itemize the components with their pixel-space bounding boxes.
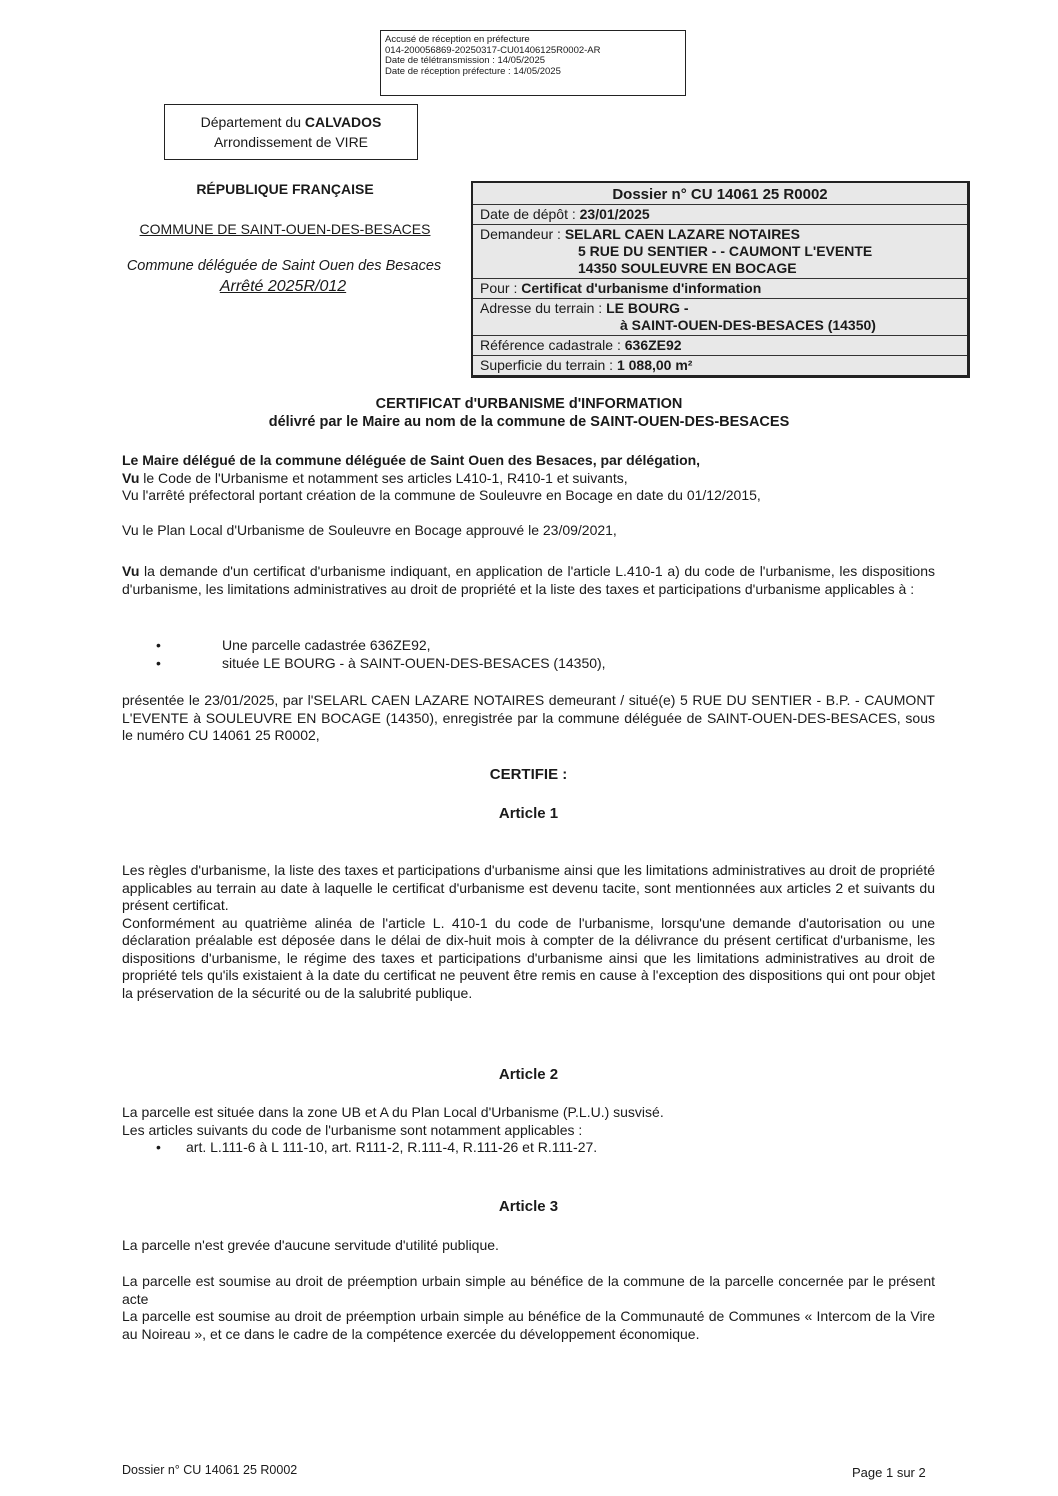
stamp-line-2: 014-200056869-20250317-CU01406125R0002-AR bbox=[385, 44, 601, 56]
date-depot-label: Date de dépôt : bbox=[480, 206, 580, 222]
reception-stamp bbox=[380, 30, 686, 96]
commune-heading: COMMUNE DE SAINT-OUEN-DES-BESACES bbox=[139, 221, 431, 237]
commune-deleguee: Commune déléguée de Saint Ouen des Besaces bbox=[126, 258, 442, 274]
vu-demande-para bbox=[122, 563, 935, 598]
arrondissement-line: Arrondissement de VIRE bbox=[213, 134, 369, 150]
pour-label: Pour : bbox=[480, 280, 522, 296]
adresse-label: Adresse du terrain : bbox=[480, 300, 607, 316]
adresse-row bbox=[473, 298, 967, 335]
article-3-title: Article 3 bbox=[498, 1198, 559, 1215]
bullet-text: située LE BOURG - à SAINT-OUEN-DES-BESACES (14350), bbox=[222, 654, 606, 671]
vu-demande-text: la demande d'un certificat d'urbanisme indiquant, en application de l'article L.410-1 a) du code de l'urbanisme, les dispositions d'urbanisme, les limitations administratives au droit de propriété et la liste des taxes et participations d'urbanisme applicables à : bbox=[122, 563, 935, 597]
vu-plu-line: Vu le Plan Local d'Urbanisme de Souleuvre en Bocage approuvé le 23/09/2021, bbox=[122, 522, 617, 538]
certificate-subtitle: délivré par le Maire au nom de la commune de SAINT-OUEN-DES-BESACES bbox=[268, 414, 790, 430]
list-item bbox=[122, 655, 935, 673]
demandeur-name: SELARL CAEN LAZARE NOTAIRES bbox=[564, 226, 800, 242]
page-number: Page 1 sur 2 bbox=[852, 1465, 926, 1480]
article-2-title: Article 2 bbox=[498, 1066, 559, 1083]
date-depot-value: 23/01/2025 bbox=[579, 206, 650, 222]
superficie-label: Superficie du terrain : bbox=[480, 357, 617, 373]
article-3-body bbox=[122, 1273, 935, 1343]
pour-row bbox=[473, 278, 967, 298]
stamp-line-1: Accusé de réception en préfecture bbox=[385, 34, 530, 45]
presentee-para: présentée le 23/01/2025, par l'SELARL CAEN LAZARE NOTAIRES demeurant / situé(e) 5 RUE DU SENTIER - B.P. - CAUMONT L'EVENTE à SOULEUVRE EN BOCAGE (14350), enregistrée par la commune déléguée de SAINT-OUEN-DES-BESACES, sous le numéro CU 14061 25 R0002, bbox=[122, 692, 935, 743]
bullet-icon: • bbox=[156, 637, 161, 653]
bullet-icon: • bbox=[156, 1139, 161, 1155]
article-1-body bbox=[122, 862, 935, 1002]
visas-block bbox=[122, 452, 935, 505]
certifie-heading: CERTIFIE : bbox=[489, 766, 568, 783]
article-2-para-2: Les articles suivants du code de l'urbanisme sont notamment applicables : bbox=[122, 1121, 583, 1138]
bullet-icon: • bbox=[156, 654, 161, 671]
department-box bbox=[164, 104, 418, 160]
article-3-para-3: La parcelle est soumise au droit de préemption urbain simple au bénéfice de la Communauté de Communes « Intercom de la Vire au Noireau », et ce dans le cadre de la compétence exercée du développement économique. bbox=[122, 1308, 935, 1342]
dossier-title: Dossier n° CU 14061 25 R0002 bbox=[612, 186, 828, 203]
list-item bbox=[122, 1139, 935, 1157]
pour-value: Certificat d'urbanisme d'information bbox=[521, 280, 762, 296]
footer-dossier-number: Dossier n° CU 14061 25 R0002 bbox=[122, 1463, 298, 1477]
dossier-box bbox=[471, 181, 970, 378]
article-2-body bbox=[122, 1104, 935, 1157]
department-name: CALVADOS bbox=[304, 114, 382, 130]
reference-label: Référence cadastrale : bbox=[480, 337, 625, 353]
parcel-list bbox=[122, 637, 935, 672]
department-line bbox=[165, 112, 417, 132]
vu-code-text: le Code de l'Urbanisme et notamment ses articles L410-1, R410-1 et suivants, bbox=[139, 469, 628, 486]
vu-label: Vu bbox=[122, 469, 140, 486]
reference-value: 636ZE92 bbox=[624, 337, 682, 353]
demandeur-address-1: 5 RUE DU SENTIER - - CAUMONT L'EVENTE bbox=[578, 243, 873, 259]
demandeur-label: Demandeur : bbox=[480, 226, 565, 242]
superficie-value: 1 088,00 m² bbox=[616, 357, 693, 373]
bullet-text: art. L.111-6 à L 111-10, art. R111-2, R.111-4, R.111-26 et R.111-27. bbox=[186, 1139, 598, 1155]
stamp-line-3: Date de télétransmission : 14/05/2025 bbox=[385, 55, 546, 66]
department-prefix: Département du bbox=[200, 114, 305, 130]
vu-arrete-line: Vu l'arrêté préfectoral portant création de la commune de Souleuvre en Bocage en date du 01/12/2015, bbox=[122, 487, 761, 503]
adresse-value-2: à SAINT-OUEN-DES-BESACES (14350) bbox=[620, 317, 876, 333]
arrete-number: Arrêté 2025R/012 bbox=[219, 278, 347, 295]
certificate-heading bbox=[60, 395, 998, 431]
republic-heading: RÉPUBLIQUE FRANÇAISE bbox=[196, 181, 374, 197]
article-2-para-1: La parcelle est située dans la zone UB et A du Plan Local d'Urbanisme (P.L.U.) susvisé. bbox=[122, 1104, 664, 1120]
article-1-title: Article 1 bbox=[498, 805, 559, 822]
vu-demande-label: Vu bbox=[122, 563, 140, 579]
date-depot-row bbox=[473, 204, 967, 224]
adresse-value-1: LE BOURG - bbox=[606, 300, 689, 316]
list-item bbox=[122, 637, 935, 655]
maire-line: Le Maire délégué de la commune déléguée de Saint Ouen des Besaces, par délégation, bbox=[122, 452, 701, 468]
article-3-para-2: La parcelle est soumise au droit de préemption urbain simple au bénéfice de la commune de la parcelle concernée par le présent acte bbox=[122, 1273, 935, 1307]
article-3-para-1: La parcelle n'est grevée d'aucune servitude d'utilité publique. bbox=[122, 1237, 499, 1253]
reference-row bbox=[473, 335, 967, 355]
article-1-para-2: Conformément au quatrième alinéa de l'article L. 410-1 du code de l'urbanisme, lorsqu'une demande d'autorisation ou une déclaration préalable est déposée dans le délai de dix-huit mois à compter de la délivrance du présent certificat d'urbanisme, les dispositions d'urbanisme, le régime des taxes et participations d'urbanisme ainsi que les limitations administratives au droit de propriété tels qu'ils existaient à la date du certificat ne peuvent être remis en cause à l'exception des dispositions qui ont pour objet la préservation de la sécurité ou de la salubrité publique. bbox=[122, 914, 935, 1001]
superficie-row bbox=[473, 355, 967, 375]
article-1-para-1: Les règles d'urbanisme, la liste des taxes et participations d'urbanisme ainsi que les limitations administratives au droit de propriété applicables au terrain au date à laquelle le certificat d'urbanisme est devenu tacite, sont mentionnées aux articles 2 et suivants du présent certificat. bbox=[122, 862, 935, 913]
demandeur-address-2: 14350 SOULEUVRE EN BOCAGE bbox=[578, 260, 797, 276]
certificate-title: CERTIFICAT d'URBANISME d'INFORMATION bbox=[375, 396, 683, 412]
demandeur-row bbox=[473, 224, 967, 278]
vu-code-line bbox=[122, 470, 935, 488]
bullet-text: Une parcelle cadastrée 636ZE92, bbox=[222, 637, 431, 653]
stamp-line-4: Date de réception préfecture : 14/05/2025 bbox=[385, 65, 561, 77]
